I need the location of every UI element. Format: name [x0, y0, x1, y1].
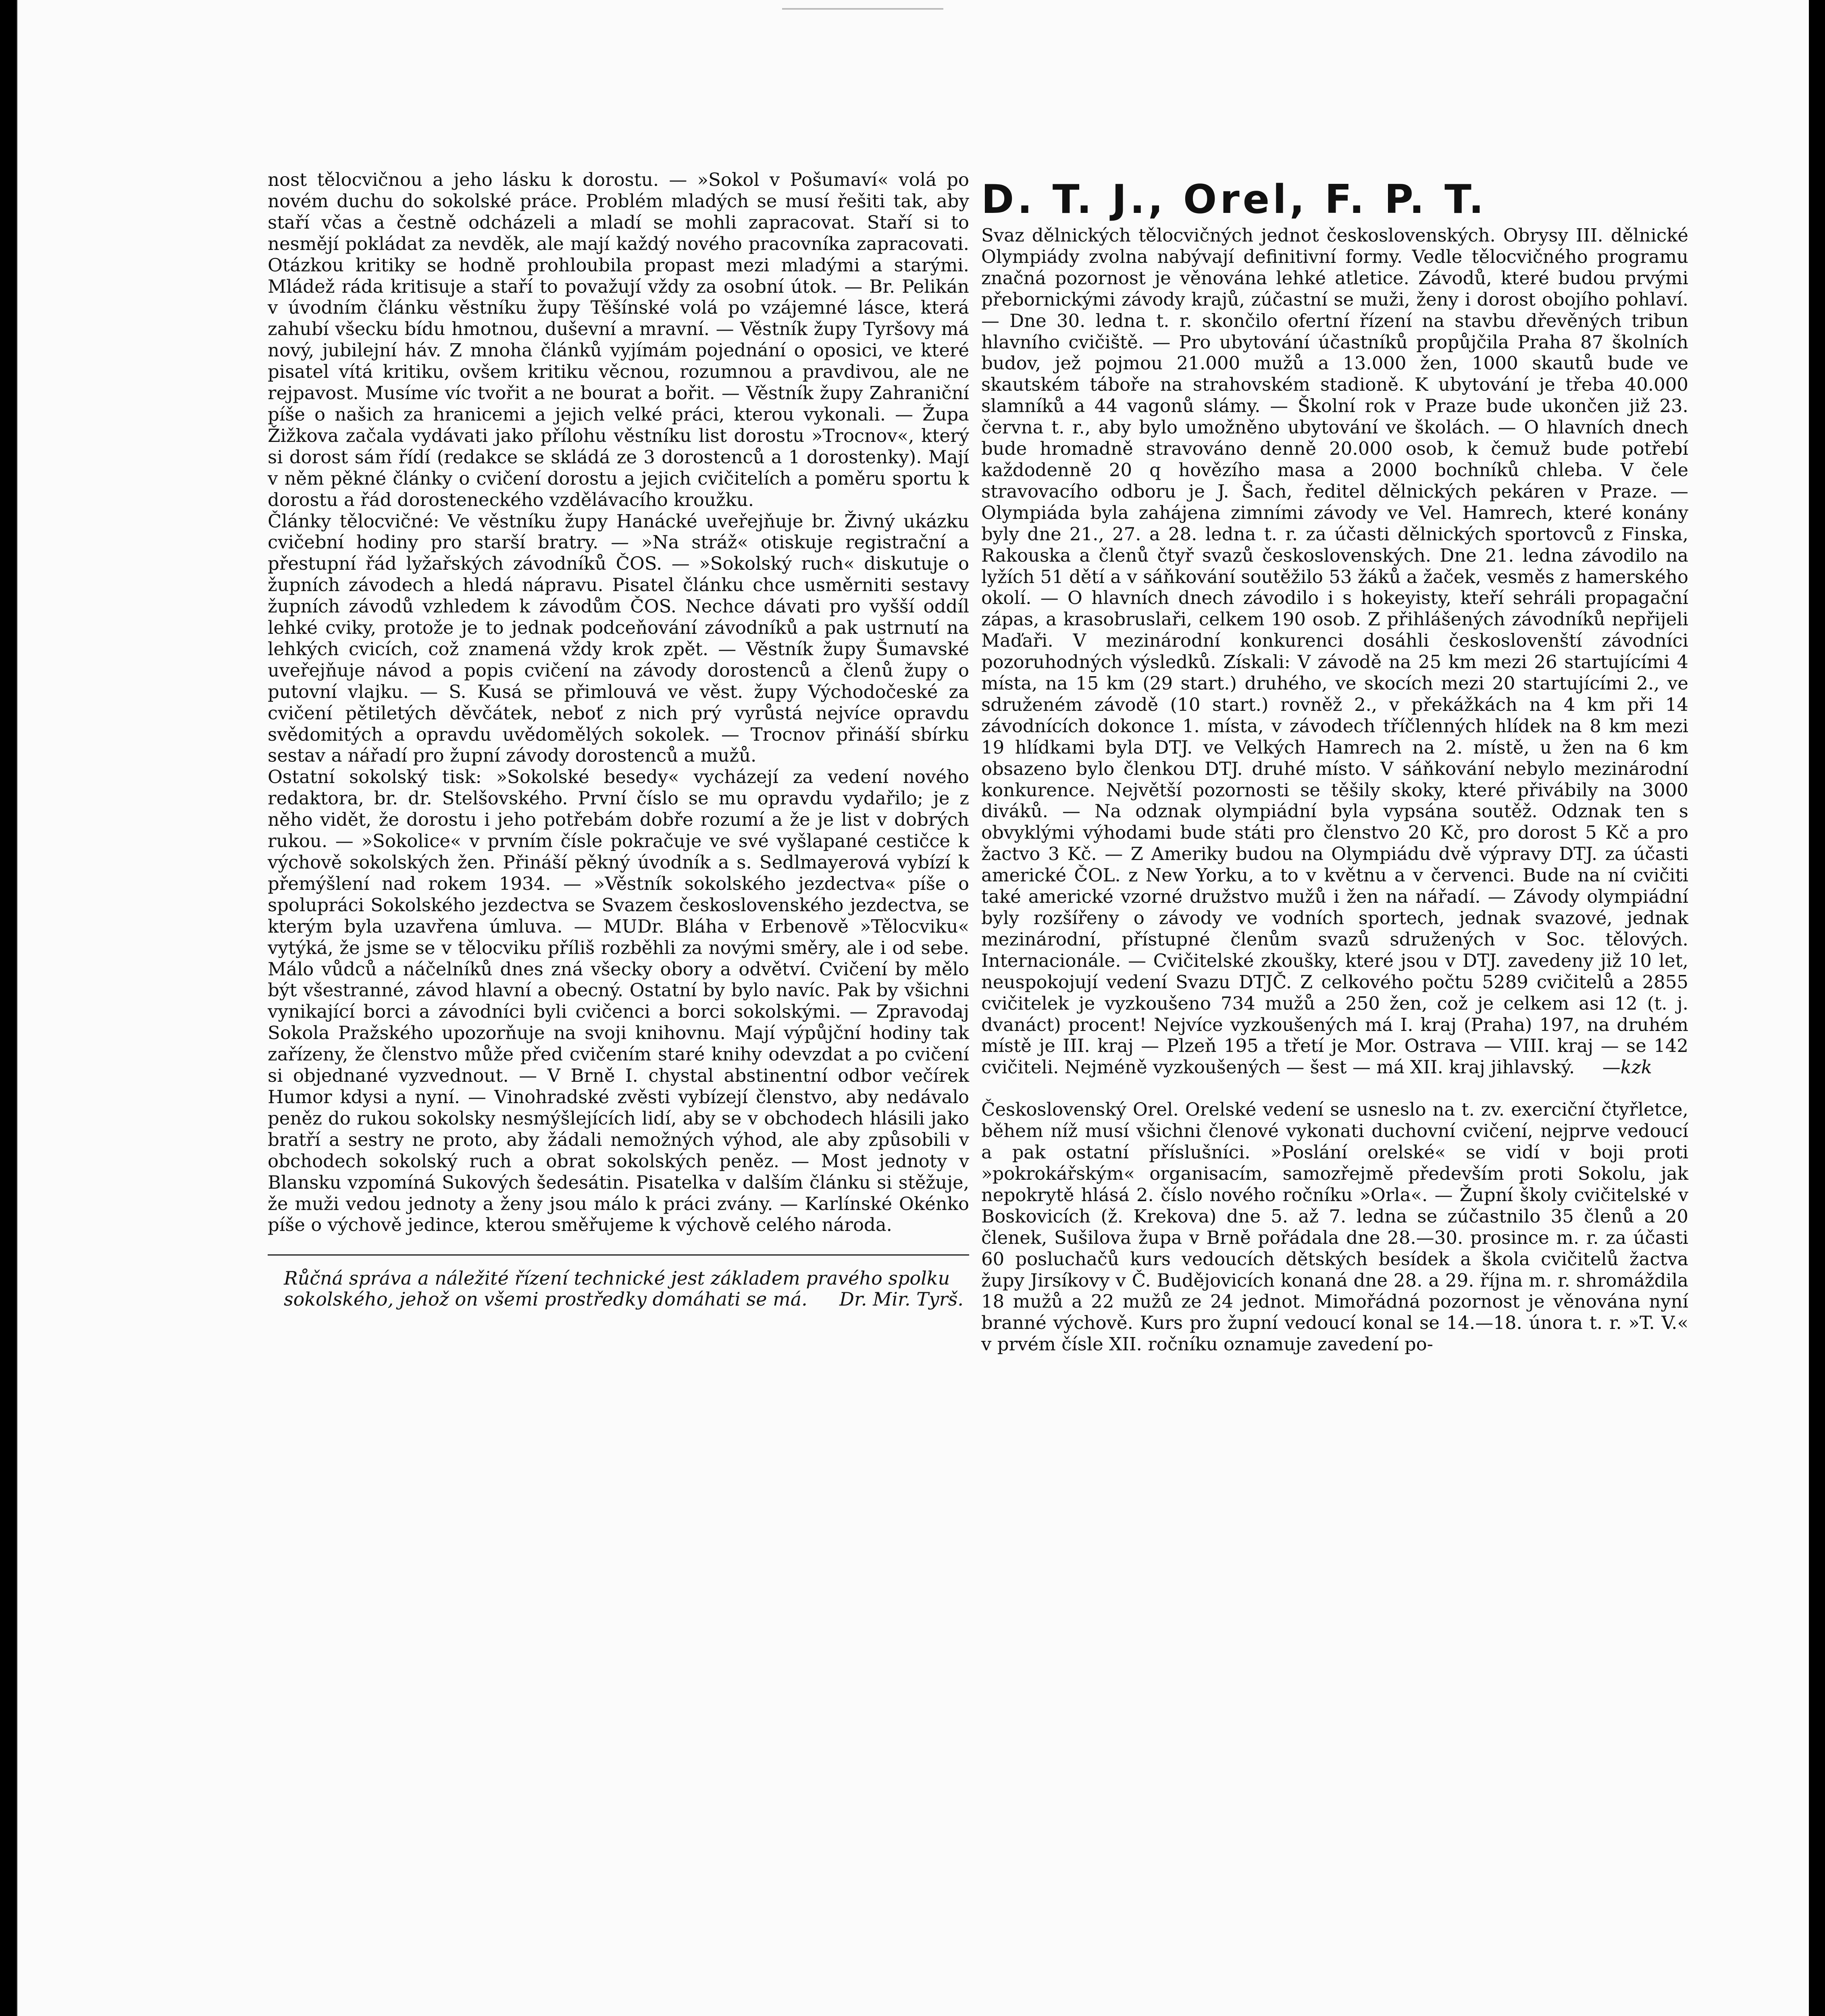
- left-paragraph-2: Články tělocvičné: Ve věstníku župy Hanácké uveřejňuje br. Živný ukázku cvičební hodiny pro starší bratry. — »Na stráž« otiskuje registrační a přestupní řád lyžařských závodníků ČOS. — »Sokolský ruch« diskutuje o župních závodech a hledá nápravu. Pisatel článku chce usměrniti sestavy župních závodů vzhledem k závodům ČOS. Nechce dávati pro vyšší oddíl lehké cviky, protože je to jednak podceňování závodníků a pak ustrnutí na lehkých cvicích, což znamená vždy krok zpět. — Věstník župy Šumavské uveřejňuje návod a popis cvičení na závody dorostenců a členů župy o putovní vlajku. — S. Kusá se přimlouvá ve věst. župy Východočeské za cvičení pětiletých děvčátek, neboť z nich prý vyrůstá nejvíce opravdu svědomitých a opravdu uvědomělých sokolek. — Trocnov přináší sbírku sestav a nářadí pro župní závody dorostenců a mužů.: [268, 510, 969, 766]
- quote-divider: [268, 1254, 969, 1256]
- left-paragraph-1: nost tělocvičnou a jeho lásku k dorostu. — »Sokol v Pošumaví« volá po novém duchu do sokolské práce. Problém mladých se musí řešiti tak, aby staří včas a čestně odcházeli a mladí se mohli zapracovat. Staří si to nesmějí pokládat za nevděk, ale mají každý nového pracovníka zapracovati. Otázkou kritiky se hodně prohloubila propast mezi mladými a starými. Mládež ráda kritisuje a staří to považují vždy za osobní útok. — Br. Pelikán v úvodním článku věstníku župy Těšínské volá po vzájemné lásce, která zahubí všecku bídu hmotnou, duševní a mravní. — Věstník župy Tyršovy má nový, jubilejní háv. Z mnoha článků vyjímám pojednání o oposici, ve které pisatel vítá kritiku, ovšem kritiku věcnou, rozumnou a pravdivou, ale ne rejpavost. Musíme víc tvořit a ne bourat a bořit. — Věstník župy Zahraniční píše o našich za hranicemi a jejich velké práci, kterou vykonali. — Župa Žižkova začala vydávati jako přílohu věstníku list dorostu »Trocnov«, který si dorost sám řídí (redakce se skládá ze 3 dorostenců a 1 dorostenky). Mají v něm pěkné články o cvičení dorostu a jejich cvičitelích a poměru sportu k dorostu a řád dorosteneckého vzdělávacího kroužku.: [268, 169, 969, 510]
- left-column: [268, 169, 969, 1310]
- tyrs-quote: [268, 1268, 969, 1310]
- left-paragraph-3: Ostatní sokolský tisk: »Sokolské besedy« vycházejí za vedení nového redaktora, br. dr. Stelšovského. První číslo se mu opravdu vydařilo; je z něho vidět, že dorostu i jeho potřebám dobře rozumí a že je list v dobrých rukou. — »Sokolice« v prvním čísle pokračuje ve své vyšlapané cestičce k výchově sokolských žen. Přináší pěkný úvodník a s. Sedlmayerová vybízí k přemýšlení nad rokem 1934. — »Věstník sokolského jezdectva« píše o spolupráci Sokolského jezdectva se Svazem československého jezdectva, se kterým byla uzavřena úmluva. — MUDr. Bláha v Erbenově »Tělocviku« vytýká, že jsme se v tělocviku příliš rozběhli za novými směry, ale i od sebe. Málo vůdců a náčelníků dnes zná všecky obory a odvětví. Cvičení by mělo být všestranné, závod hlavní a obecný. Ostatní by bylo navíc. Pak by všichni vynikající borci a závodníci byli cvičenci a borci sokolskými. — Zpravodaj Sokola Pražského upozorňuje na svoji knihovnu. Mají výpůjční hodiny tak zařízeny, že členstvo může před cvičením staré knihy odevzdat a po cvičení si objednané vyzvednout. — V Brně I. chystal abstinentní odbor večírek Humor kdysi a nyní. — Vinohradské zvěsti vybízejí členstvo, aby nedávalo peněz do rukou sokolsky nesmýšlejících lidí, aby se v obchodech hlásili jako bratří a sestry ne proto, aby žádali nemožných výhod, ale aby způsobili v obchodech sokolský ruch a obrat sokolských peněz. — Most jednoty v Blansku vzpomíná Sukových šedesátin. Pisatelka v dalším článku si stěžuje, že muži vedou jednoty a ženy jsou málo k práci zvány. — Karlínské Okénko píše o výchově jedince, kterou směřujeme k výchově celého národa.: [268, 766, 969, 1236]
- page-heading: D. T. J., Orel, F. P. T.: [981, 177, 1487, 223]
- author-signature: —kzk: [1602, 1056, 1652, 1078]
- right-column: [981, 177, 1688, 1355]
- page: [16, 0, 1809, 2016]
- right-paragraph-1: [981, 225, 1688, 1078]
- scan-mark: [782, 8, 943, 10]
- quote-author: Dr. Mir. Tyrš.: [839, 1288, 963, 1310]
- page-edge: [16, 0, 17, 2016]
- right-paragraph-2: Československý Orel. Orelské vedení se usneslo na t. zv. exerciční čtyřletce, během níž musí všichni členové vykonati duchovní cvičení, nejprve vedoucí a pak ostatní příslušníci. »Poslání orelské« se vidí v boji proti »pokrokářským« organisacím, samozřejmě především proti Sokolu, jak nepokrytě hlásá 2. číslo nového ročníku »Orla«. — Župní školy cvičitelské v Boskovicích (ž. Krekova) dne 5. až 7. ledna se zúčastnilo 35 členů a 20 členek, Sušilova župa v Brně pořádala dne 28.—30. prosince m. r. za účasti 60 posluchačů kurs vedoucích dětských besídek a škola cvičitelů žactva župy Jirsíkovy v Č. Budějovicích konaná dne 28. a 29. října m. r. shromáždila 18 mužů a 22 mužů ze 24 jednot. Mimořádná pozornost je věnována nyní branné výchově. Kurs pro župní vedoucí konal se 14.—18. února t. r. »T. V.« v prvém čísle XII. ročníku oznamuje zavedení po-: [981, 1099, 1688, 1355]
- quote-text: Růčná správa a náležité řízení technické jest základem pravého spolku sokolského, jehož on všemi prostředky domáhati se má.: [284, 1267, 950, 1310]
- dtj-text: Svaz dělnických tělocvičných jednot československých. Obrysy III. dělnické Olympiády zvolna nabývají definitivní formy. Vedle tělocvičného programu značná pozornost je věnována lehké atletice. Závodů, které budou prvými přebornickými závody krajů, zúčastní se muži, ženy i dorost obojího pohlaví. — Dne 30. ledna t. r. skončilo ofertní řízení na stavbu dřevěných tribun hlavního cvičiště. — Pro ubytování účastníků propůjčila Praha 87 školních budov, jež pojmou 21.000 mužů a 13.000 žen, 1000 skautů bude ve skautském táboře na strahovském stadioně. K ubytování je třeba 40.000 slamníků a 44 vagonů slámy. — Školní rok v Praze bude ukončen již 23. června t. r., aby bylo umožněno ubytování ve školách. — O hlavních dnech bude hromadně stravováno denně 20.000 osob, k čemuž bude potřebí každodenně 20 q hovězího masa a 2000 bochníků chleba. V čele stravovacího odboru je J. Šach, ředitel dělnických pekáren v Praze. — Olympiáda byla zahájena zimními závody ve Vel. Hamrech, které konány byly dne 21., 27. a 28. ledna t. r. za účasti dělnických sportovců z Finska, Rakouska a členů čtyř svazů československých. Dne 21. ledna závodilo na lyžích 51 dětí a v sáňkování soutěžilo 53 žáků a žaček, vesměs z hamerského okolí. — O hlavních dnech závodilo i s hokeyisty, kteří sehráli propagační zápas, a krasobruslaři, celkem 190 osob. Z přihlášených závodníků nepřijeli Maďaři. V mezinárodní konkurenci dosáhli českoslovenští závodníci pozoruhodných výsledků. Získali: V závodě na 25 km mezi 26 startujícími 4 místa, na 15 km (29 start.) druhého, ve skocích mezi 20 startujícími 2., ve sdruženém závodě (10 start.) rovněž 2., v překážkách na 4 km při 14 závodnících dokonce 1. místa, v závodech tříčlenných hlídek na 8 km mezi 19 hlídkami byla DTJ. ve Velkých Hamrech na 2. místě, u žen na 6 km obsazeno bylo členkou DTJ. druhé místo. V sáňkování nebylo mezinárodní konkurence. Největší pozornosti se těšily skoky, které přivábily na 3000 diváků. — Na odznak olympiádní byla vypsána soutěž. Odznak ten s obvyklými výhodami bude státi pro členstvo 20 Kč, pro dorost 5 Kč a pro žactvo 3 Kč. — Z Ameriky budou na Olympiádu dvě výpravy DTJ. za účasti americké ČOL. z New Yorku, a to v květnu a v červenci. Bude na ní cvičiti také americké vzorné družstvo mužů i žen na nářadí. — Závody olympiádní byly rozšířeny o závody ve vodních sportech, jednak svazové, jednak mezinárodní, přístupné členům svazů sdružených v Soc. tělových. Internacionále. — Cvičitelské zkoušky, které jsou v DTJ. zavedeny již 10 let, neuspokojují vedení Svazu DTJČ. Z celkového počtu 5289 cvičitelů a 2855 cvičitelek je vyzkoušeno 734 mužů a 250 žen, což je celkem asi 12 (t. j. dvanáct) procent! Nejvíce vyzkoušených má I. kraj (Praha) 197, na druhém místě je III. kraj — Plzeň 195 a třetí je Mor. Ostrava — VIII. kraj — se 142 cvičiteli. Nejméně vyzkoušených — šest — má XII. kraj jihlavský.: [981, 225, 1688, 1078]
